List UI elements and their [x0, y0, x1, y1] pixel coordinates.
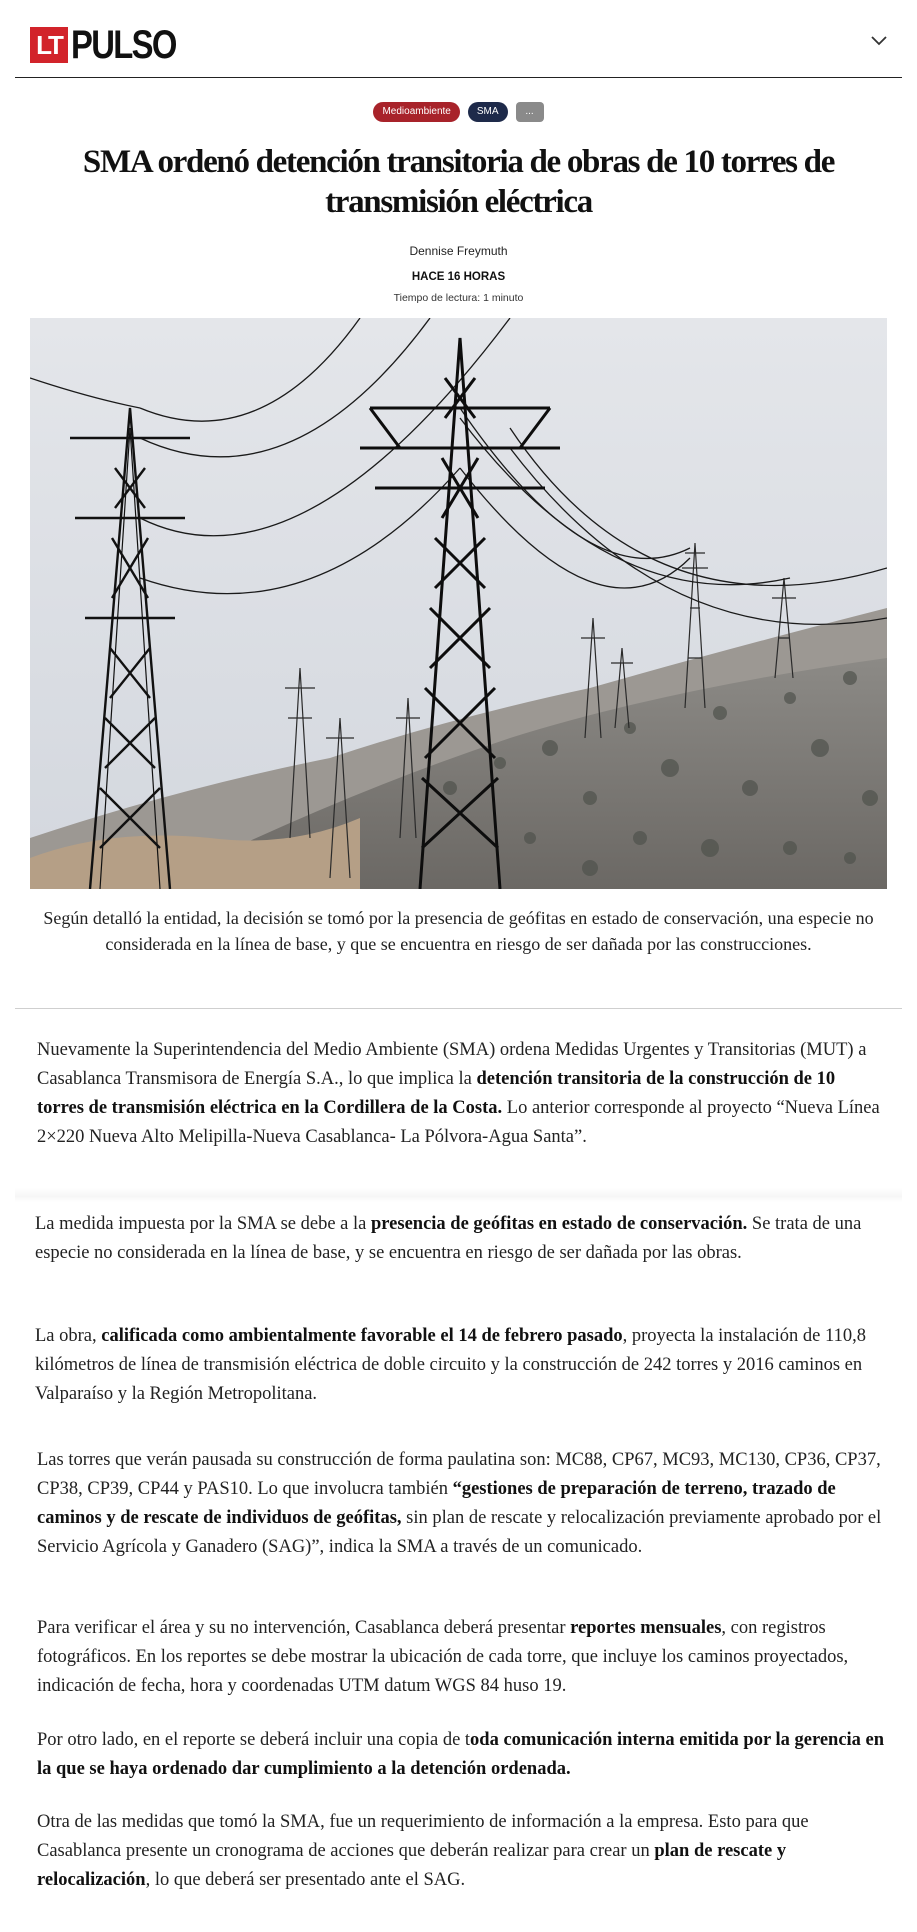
- article-tags: [0, 102, 917, 122]
- site-logo[interactable]: [30, 23, 199, 67]
- article-title: SMA ordenó detención transitoria de obras de 10 torres de transmisión eléctrica: [82, 144, 835, 220]
- paragraph-3: [35, 1322, 883, 1409]
- article-time: HACE 16 HORAS: [411, 271, 506, 283]
- tag-medioambiente[interactable]: Medioambiente: [373, 102, 459, 122]
- p1-text-c: Lo anterior corresponde al proyecto “Nueva Línea 2×220 Nueva Alto Melipilla-Nueva Casablanca- La Pólvora-Agua Santa”.: [37, 1098, 880, 1147]
- p4-bold: “gestiones de preparación de terreno, trazado de caminos y de rescate de individuos de geófitas,: [37, 1479, 836, 1528]
- p2-text-a: La medida impuesta por la SMA se debe a la: [35, 1214, 371, 1234]
- tag-sma[interactable]: SMA: [468, 102, 508, 122]
- tag-more[interactable]: ...: [516, 102, 544, 122]
- p7-bold: plan de rescate y relocalización: [37, 1841, 787, 1890]
- p3-bold: calificada como ambientalmente favorable el 14 de febrero pasado: [101, 1326, 623, 1346]
- chevron-down-icon[interactable]: [870, 34, 888, 46]
- logo-lt-badge: LT: [30, 27, 68, 63]
- paragraph-7: [37, 1808, 885, 1895]
- article-author[interactable]: Dennise Freymuth: [409, 244, 508, 258]
- p7-text-a: Otra de las medidas que tomó la SMA, fue un requerimiento de información a la empresa. Esto para que Casablanca presente un cronograma de acciones que deberán realizar para crear un: [37, 1812, 809, 1861]
- p4-text-a: Las torres que verán pausada su construcción de forma paulatina son: MC88, CP67, MC93, MC130, CP36, CP37, CP38, CP39, CP44 y PAS10. Lo que involucra también: [37, 1450, 881, 1499]
- p3-text-c: , proyecta la instalación de 110,8 kilómetros de línea de transmisión eléctrica de doble circuito y la construcción de 242 torres y 2016 caminos en Valparaíso y la Región Metropolitana.: [35, 1326, 866, 1404]
- paragraph-1: [37, 1036, 885, 1152]
- paragraph-6: [37, 1726, 885, 1784]
- p2-text-c: Se trata de una especie no considerada en la línea de base, y se encuentra en riesgo de ser dañada por las obras.: [35, 1214, 862, 1263]
- caption-divider: [15, 1008, 902, 1009]
- section-fade: [15, 1188, 902, 1202]
- paragraph-5: [37, 1614, 885, 1701]
- article-photo: [30, 318, 887, 889]
- reading-time: Tiempo de lectura: 1 minuto: [393, 292, 524, 304]
- p5-text-c: , con registros fotográficos. En los reportes se debe mostrar la ubicación de cada torre, que incluye los caminos proyectados, indicación de fecha, hora y coordenadas UTM datum WGS 84 huso 19.: [37, 1618, 849, 1696]
- logo-pulso-wordmark: PULSO: [71, 23, 176, 67]
- p1-bold: detención transitoria de la construcción de 10 torres de transmisión eléctrica en la Cordillera de la Costa.: [37, 1069, 836, 1118]
- p1-text-a: Nuevamente la Superintendencia del Medio Ambiente (SMA) ordena Medidas Urgentes y Transitorias (MUT) a Casablanca Transmisora de Energía S.A., lo que implica la: [37, 1040, 867, 1089]
- paragraph-4: [37, 1446, 885, 1562]
- p2-bold: presencia de geófitas en estado de conservación.: [371, 1214, 748, 1234]
- photo-caption: Según detalló la entidad, la decisión se tomó por la presencia de geófitas en estado de conservación, una especie no considerada en la línea de base, y que se encuentra en riesgo de ser dañada por las construcciones.: [43, 908, 874, 954]
- p3-text-a: La obra,: [35, 1326, 102, 1346]
- p4-text-c: sin plan de rescate y relocalización previamente aprobado por el Servicio Agrícola y Ganadero (SAG)”, indica la SMA a través de un comunicado.: [37, 1508, 882, 1557]
- site-header: [15, 0, 902, 78]
- p5-text-a: Para verificar el área y su no intervención, Casablanca deberá presentar: [37, 1618, 571, 1638]
- p7-text-c: , lo que deberá ser presentado ante el SAG.: [145, 1870, 466, 1890]
- p6-bold: oda comunicación interna emitida por la gerencia en la que se haya ordenado dar cumplimiento a la detención ordenada.: [37, 1730, 885, 1779]
- p5-bold: reportes mensuales: [570, 1618, 722, 1638]
- paragraph-2: [35, 1210, 883, 1268]
- p6-text-a: Por otro lado, en el reporte se deberá incluir una copia de t: [37, 1730, 471, 1750]
